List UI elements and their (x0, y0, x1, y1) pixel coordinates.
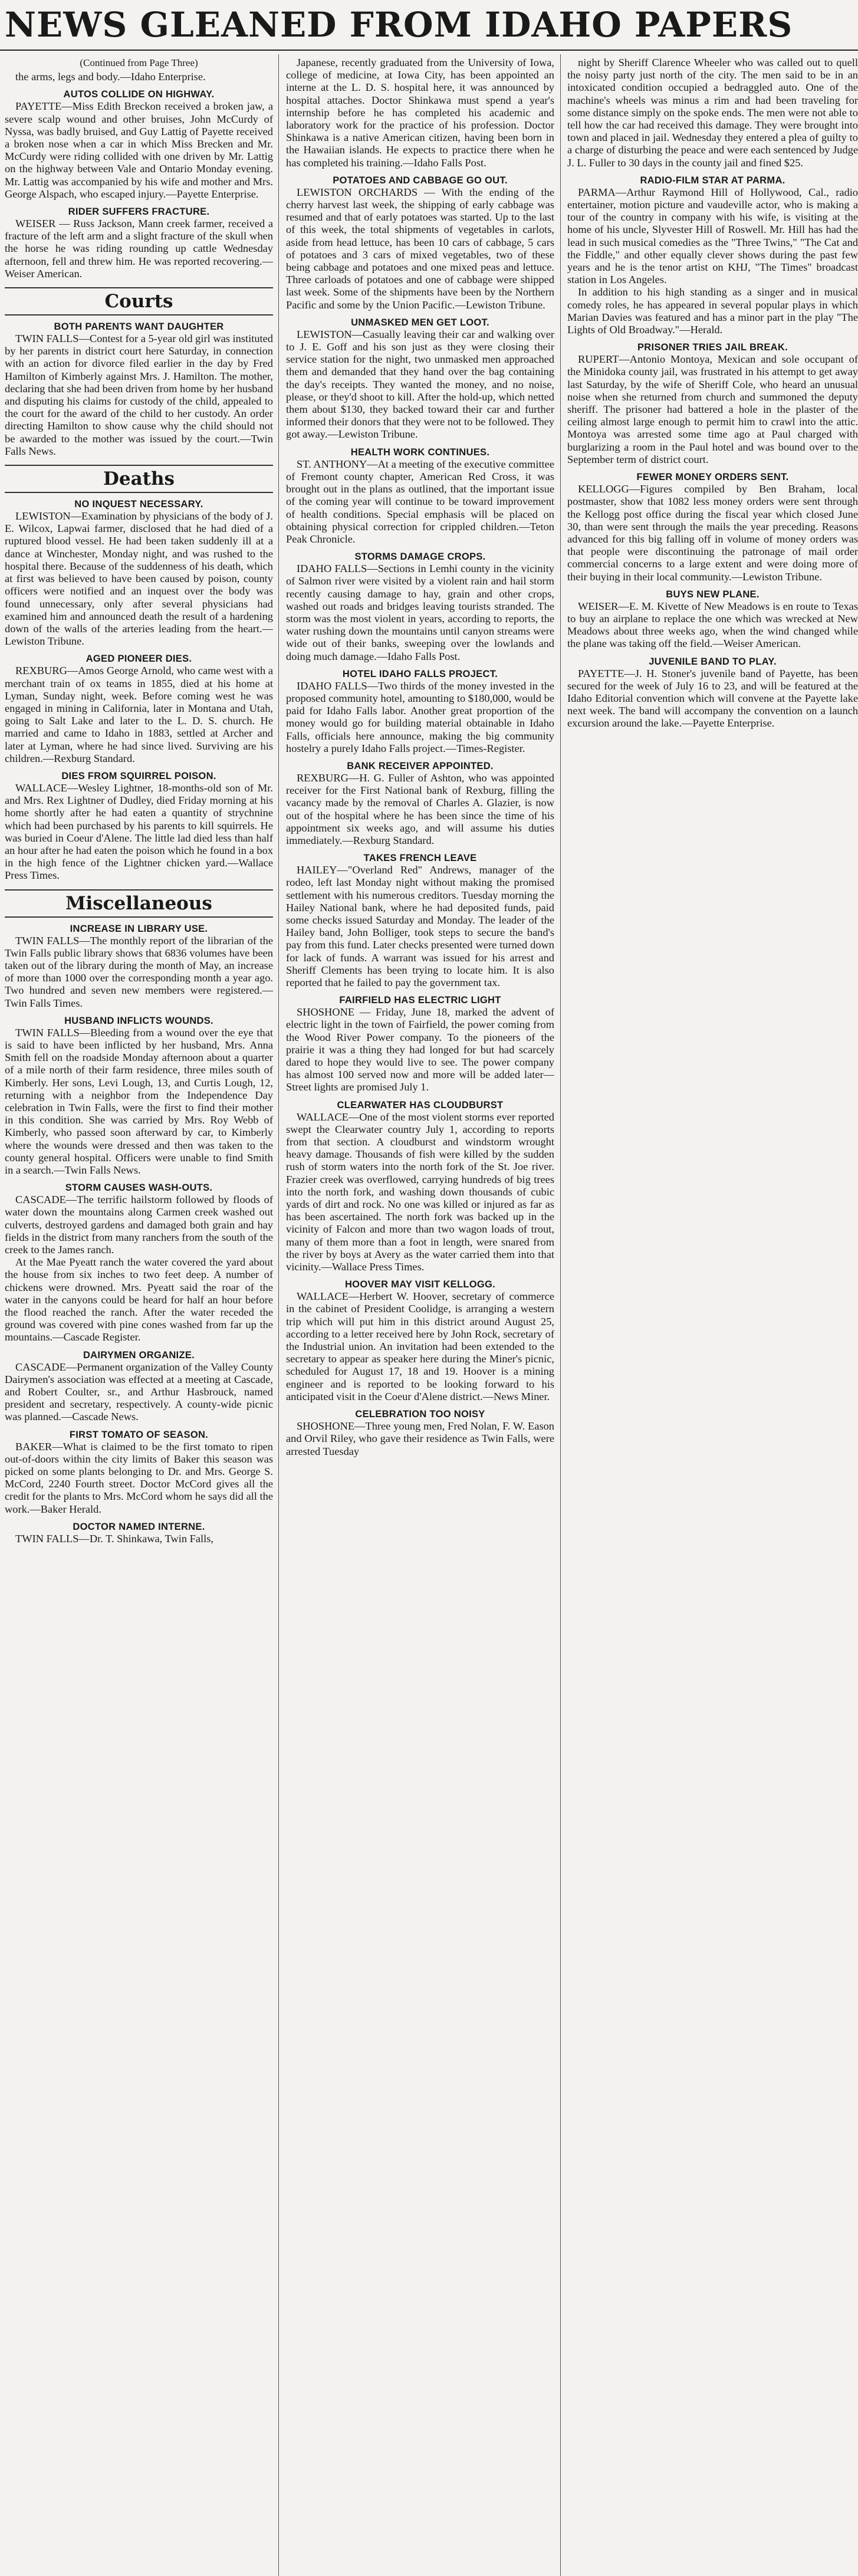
article-headline: AUTOS COLLIDE ON HIGHWAY. (63, 89, 215, 100)
article-paragraph: TWIN FALLS—Bleeding from a wound over the eye that is said to have been inflicted by her husband, Mrs. Anna Smith fell on the roadside Monday afternoon about a quarter of a mile north of their farm residence, three miles south of Kimberly. Her sons, Levi Lough, 13, and Curtis Lough, 12, returning with a neighbor from the Independence Day celebration in Twin Falls, were the first to find their mother in this condition. She was carried by Mrs. Roy Webb of Kimberly, who passed soon afterward by car, to Kimberly where the wounds were dressed and then was taken to the county general hospital. Officers were unable to find Smith in a search.—Twin Falls News. (5, 1026, 273, 1177)
continued-note: (Continued from Page Three) (80, 57, 198, 68)
article-headline: STORMS DAMAGE CROPS. (354, 551, 486, 563)
article-paragraph: PAYETTE—J. H. Stoner's juvenile band of Payette, has been secured for the week of July 16 to 23, and will be featured at the Idaho Editorial convention which will convene at the Payette lake next week. The band will accompany the convention on a launch excursion around the lake.—Payette Enterprise. (567, 667, 858, 730)
article-paragraph: In addition to his high standing as a singer and in musical comedy roles, he has appeared in several popular plays in which Marian Davies was featured and has a minor part in the play "The Lights of Old Broadway."—Herald. (567, 286, 858, 336)
article-paragraph: LEWISTON—Examination by physicians of the body of J. E. Wilcox, Lapwai farmer, disclosed that he had died of a ruptured blood vessel. He had been taken suddenly ill at a dance at Winchester, Monday night, and was rushed to the hospital there. Because of the suddenness of his death, which at first was believed to have been caused by poison, county officers were notified and an inquest over the body was found unnecessary, only after several physicians had examined him and announced death the result of a hardening down of the walls of the arteries leading from the heart.—Lewiston Tribune. (5, 510, 273, 648)
article-headline: NO INQUEST NECESSARY. (74, 499, 203, 510)
article-headline: AGED PIONEER DIES. (86, 653, 192, 665)
article-paragraph: IDAHO FALLS—Sections in Lemhi county in the vicinity of Salmon river were visited by a violent rain and hail storm recently causing damage to hay, grain and other crops, washed out roads and bridges leaving tourists stranded. The storm was the most violent in years, according to reports, the water rushing down the mountains until canyon streams were wide out of their banks, sweeping over the lowlands and doing much damage.—Idaho Falls Post. (286, 563, 554, 662)
article-paragraph: SHOSHONE — Friday, June 18, marked the advent of electric light in the town of Fairfield, the power coming from the Wood River Power company. To the pioneers of the prairie it was a thing they had longed for but had scarcely dared to hope they would live to see. The power company has almost 100 served now and more will be added later—Street lights are promised July 1. (286, 1006, 554, 1093)
column-3 (567, 57, 858, 2576)
article-paragraph: SHOSHONE—Three young men, Fred Nolan, F. W. Eason and Orvil Riley, who gave their residence as Twin Falls, were arrested Tuesday (286, 1420, 554, 1457)
article-headline: HUSBAND INFLICTS WOUNDS. (64, 1015, 213, 1026)
article-paragraph: WALLACE—One of the most violent storms ever reported swept the Clearwater country July 1, according to reports from that section. A cloudburst and windstorm wrought heavy damage. Thousands of fish were killed by the sudden rush of storm waters into the north fork of the St. Joe river. Frazier creek was overflowed, carrying hundreds of big trees into the north fork, and washing down thousands of cubic yards of dirt and rock. No one was killed or injured as far as has been ascertained. The north fork was backed up in the vicinity of Falcon and more than two wagon loads of trout, many of them more than a foot in length, were snared from the river by boys at Avery as the water carried them into that vicinity.—Wallace Press Times. (286, 1110, 554, 1273)
article-paragraph: the arms, legs and body.—Idaho Enterprise. (15, 71, 206, 83)
article-headline: DAIRYMEN ORGANIZE. (83, 1349, 195, 1361)
article-headline: BOTH PARENTS WANT DAUGHTER (54, 321, 224, 333)
section-heading: Miscellaneous (5, 889, 273, 918)
column-2 (286, 57, 554, 2576)
article-headline: FIRST TOMATO OF SEASON. (69, 1429, 209, 1440)
article-headline: JUVENILE BAND TO PLAY. (649, 656, 777, 667)
article-headline: FEWER MONEY ORDERS SENT. (636, 472, 789, 483)
article-headline: UNMASKED MEN GET LOOT. (351, 317, 489, 328)
article-paragraph: KELLOGG—Figures compiled by Ben Braham, local postmaster, show that 1082 less money orders were sent through the Kellogg post office during the fiscal year which closed June 30, than were sent through the mails the year preceding. Reasons advanced for this big falling off in volume of money orders was that people were discontinuing the patronage of mail order commercial concerns to a large extent and were doing more of their buying in their local community.—Lewiston Tribune. (567, 483, 858, 583)
article-headline: CELEBRATION TOO NOISY (355, 1409, 485, 1420)
column-rule (560, 54, 561, 2576)
article-paragraph: TWIN FALLS—The monthly report of the librarian of the Twin Falls public library shows that 6836 volumes have been taken out of the library during the month of May, an increase of more than 1000 over the corresponding month a year ago. Two hundred and seven new members were registered.—Twin Falls Times. (5, 934, 273, 1009)
section-heading: Courts (5, 287, 273, 316)
article-paragraph: RUPERT—Antonio Montoya, Mexican and sole occupant of the Minidoka county jail, was frustrated in his attempt to get away last Saturday, by the wife of Sheriff Cole, who heard an unusual noise when she returned from church and summoned the deputy sheriff. The prisoner had battered a hole in the plaster of the ceiling almost large enough to permit him to crawl into the attic. Montoya was arrested some time ago at Paul charged with burglarizing a room in the Paul hotel and was bound over to the September term of district court. (567, 353, 858, 465)
article-paragraph: TWIN FALLS—Contest for a 5-year old girl was instituted by her parents in district court here Saturday, in connection with an action for divorce filed earlier in the day by Fred Hamilton of Kimberly against Mrs. J. Hamilton. The mother, declaring that she had been driven from home by her husband and disputing his claims for custody of the child, appealed to the court for the award of the child to her custody. An order directing Hamilton to show cause why the child should not be awarded to the mother was issued by the court.—Twin Falls News. (5, 333, 273, 457)
article-paragraph: BAKER—What is claimed to be the first tomato to ripen out-of-doors within the city limits of Baker this season was picked on some plants belonging to Dr. and Mrs. George S. McCord, 2240 Fourth street. Doctor McCord gives all the credit for the plants to Mrs. McCord whom he says did all the work.—Baker Herald. (5, 1440, 273, 1515)
article-paragraph: ST. ANTHONY—At a meeting of the executive committee of Fremont county chapter, American Red Cross, it was brought out in the plans as outlined, that the important issue of the coming year will continue to be toward improvement of health conditions. Special emphasis will be placed on obtaining physical correction for crippled children.—Teton Peak Chronicle. (286, 458, 554, 545)
article-headline: CLEARWATER HAS CLOUDBURST (337, 1099, 504, 1110)
article-paragraph: Japanese, recently graduated from the University of Iowa, college of medicine, at Iowa City, has been appointed an interne at the L. D. S. hospital here, it was announced by hospital attaches. Doctor Shinkawa must spend a year's internship before he has completed his academic and laboratory work for the practice of his profession. Doctor Shinkawa is a native American citizen, having been born in the Hawaiian islands. He expects to practice there when he has completed his training.—Idaho Falls Post. (286, 57, 554, 169)
article-headline: PRISONER TRIES JAIL BREAK. (637, 342, 788, 353)
article-headline: TAKES FRENCH LEAVE (363, 853, 477, 864)
article-headline: DOCTOR NAMED INTERNE. (73, 1521, 205, 1532)
article-headline: BANK RECEIVER APPOINTED. (347, 760, 494, 771)
article-paragraph: LEWISTON—Casually leaving their car and walking over to J. E. Goff and his son just as they were closing their service station for the night, two unmasked men approached them and demanded that they hand over the bag containing the day's receipts. They wanted the money, and no noise, please, or they'd shoot to kill. After the hold-up, which netted them about $130, they backed toward their car and further informed their donors that they were not to be followed. They got away.—Lewiston Tribune. (286, 328, 554, 441)
article-headline: POTATOES AND CABBAGE GO OUT. (333, 175, 508, 186)
article-headline: RADIO-FILM STAR AT PARMA. (640, 175, 785, 186)
article-headline: DIES FROM SQUIRREL POISON. (61, 770, 216, 781)
article-paragraph: WALLACE—Wesley Lightner, 18-months-old son of Mr. and Mrs. Rex Lightner of Dudley, died Friday morning at his home shortly after he had eaten a quantity of strychnine which had been purchased by his parents to kill squirrels. He was buried in Coeur d'Alene. The little lad died less than half an hour after he had eaten the poison which he found in a box in the high fence of the Lightner chicken yard.—Wallace Press Times. (5, 781, 273, 882)
article-paragraph: WEISER—E. M. Kivette of New Meadows is en route to Texas to buy an airplane to replace the one which was wrecked at New Meadows about three weeks ago, when the wind changed while the plane was taking off the field.—Weiser American. (567, 600, 858, 650)
section-heading: Deaths (5, 465, 273, 493)
article-paragraph: PAYETTE—Miss Edith Breckon received a broken jaw, a severe scalp wound and other bruises, John McCurdy of Nyssa, was badly bruised, and Guy Lattig of Payette received a broken nose when a car in which Miss Brecken and Mr. McCurdy were riding collided with one driven by Mr. Lattig on the highway between Vale and Ontario Monday evening. Mr. Lattig was accompanied by his wife and mother and Mrs. George Alspach, who escaped injury.—Payette Enterprise. (5, 100, 273, 200)
article-paragraph: night by Sheriff Clarence Wheeler who was called out to quell the noisy party just north of the city. The men said to be in an intoxicated condition occupied a bedraggled auto. One of the machine's wheels was minus a rim and had been traveling for some distance simply on the spoke ends. The men were not able to tell how the car had received this damage. They were brought into town and placed in jail. Wednesday they entered a plea of guilty to a charge of disturbing the peace and were each sentenced by Judge J. L. Fuller to 30 days in the county jail and fined $25. (567, 57, 858, 169)
article-paragraph: CASCADE—Permanent organization of the Valley County Dairymen's association was effected at a meeting at Cascade, and Robert Coulter, sr., and Arthur Hasbrouck, named president and secretary, respectively. A county-wide picnic was planned.—Cascade News. (5, 1361, 273, 1423)
article-headline: HOOVER MAY VISIT KELLOGG. (344, 1279, 496, 1290)
article-paragraph: HAILEY—"Overland Red" Andrews, manager of the rodeo, left last Monday night without making the promised settlement with his numerous creditors. Tuesday morning the Hailey National bank, where he had deposited funds, paid some checks issued Saturday and Monday. The leader of the Hailey band, John Bolliger, took steps to secure the band's pay from this fund. Later checks presented were turned down for lack of funds. A warrant was issued for his arrest and Sheriff Clements has been trying to locate him. It is also reported that he failed to pay the government tax. (286, 864, 554, 988)
article-paragraph: TWIN FALLS—Dr. T. Shinkawa, Twin Falls, (15, 1532, 214, 1545)
column-1 (5, 57, 273, 2576)
article-paragraph: LEWISTON ORCHARDS — With the ending of the cherry harvest last week, the shipping of early cabbage was resumed and that of early potatoes was started. Up to the last of this week, the total shipments of vegetables in carlots, aside from head lettuce, has been 10 cars of cabbage, 5 cars of potatoes and 3 cars of mixed vegetables, two of these being cabbage and potatoes and one mixed peas and lettuce. Three carloads of potatoes and one of cabbage were shipped last week. Some of the shipments have been by the Northern Pacific and some by the Union Pacific.—Lewiston Tribune. (286, 186, 554, 311)
article-paragraph: CASCADE—The terrific hailstorm followed by floods of water down the mountains along Carmen creek washed out culverts, destroyed gardens and damaged both grain and hay fields in the district from many ranchers from the south of the creek to the James ranch. (5, 1194, 273, 1256)
article-headline: FAIRFIELD HAS ELECTRIC LIGHT (339, 995, 501, 1006)
article-headline: HOTEL IDAHO FALLS PROJECT. (342, 668, 498, 679)
article-paragraph: At the Mae Pyeatt ranch the water covered the yard about the house from six inches to two feet deep. A number of chickens were drowned. Mrs. Pyeatt said the roar of the water in the canyons could be heard for half an hour before the flood reached the ranch. After the water receded the ground was covered with pine cones washed from far up the mountains.—Cascade Register. (5, 1256, 273, 1343)
article-headline: BUYS NEW PLANE. (666, 589, 760, 600)
article-paragraph: IDAHO FALLS—Two thirds of the money invested in the proposed community hotel, amounting to $180,000, would be paid for Idaho Falls labor. Another great proportion of the money would go for building material obtainable in Idaho Falls, officials here announce, making the big community hostelry a purely Idaho Falls project.—Times-Register. (286, 679, 554, 754)
article-paragraph: WALLACE—Herbert W. Hoover, secretary of commerce in the cabinet of President Coolidge, is arranging a western trip which will put him in this district around August 25, according to a letter received here by John Rock, secretary of the Industrial union. An invitation had been extended to the secretary to appear as speaker here during the Miner's picnic, scheduled for August 17, 18 and 19. Hoover is a mining engineer and is reported to be looking forward to his anticipated visit in the Coeur d'Alene district.—News Miner. (286, 1290, 554, 1402)
article-headline: RIDER SUFFERS FRACTURE. (68, 206, 210, 218)
article-paragraph: WEISER — Russ Jackson, Mann creek farmer, received a fracture of the left arm and a slight fracture of the skull when the horse he was riding rounding up cattle Wednesday afternoon, fell and threw him. He was reported recovering.—Weiser American. (5, 218, 273, 280)
column-rule (278, 54, 279, 2576)
article-headline: STORM CAUSES WASH-OUTS. (65, 1182, 213, 1194)
article-headline: HEALTH WORK CONTINUES. (350, 446, 490, 458)
article-paragraph: REXBURG—Amos George Arnold, who came west with a merchant train of ox teams in 1855, died at his home at Lyman, Sunday night, week. Before coming west he was engaged in mining in California, later in Montana and Utah, going to Salt Lake and later to the L. D. S. church. He married and came to Idaho in 1883, settled at Archer and later at Lyman, where he had since lived. Surviving are his children.—Rexburg Standard. (5, 665, 273, 764)
masthead-title: NEWS GLEANED FROM IDAHO PAPERS (0, 0, 858, 51)
article-paragraph: PARMA—Arthur Raymond Hill of Hollywood, Cal., radio entertainer, motion picture and vaudeville actor, who is making a tour of the country in company with his wife, is visiting at the home of his uncle, Slyvester Hill of Roswell. Mr. Hill has had the lead in such musical comedies as the "Three Twins," "The Cat and the Fiddle," and other equally clever shows during the past few years and he is the tenor artist on KHJ, "The Times" broadcast station in Los Angeles. (567, 186, 858, 286)
article-headline: INCREASE IN LIBRARY USE. (70, 923, 208, 934)
article-paragraph: REXBURG—H. G. Fuller of Ashton, who was appointed receiver for the First National bank of Rexburg, filling the vacancy made by the removal of Charles A. Glazier, is now out of the hospital where he has been since the time of his appointment six weeks ago, and will assume his duties immediately.—Rexburg Standard. (286, 771, 554, 846)
